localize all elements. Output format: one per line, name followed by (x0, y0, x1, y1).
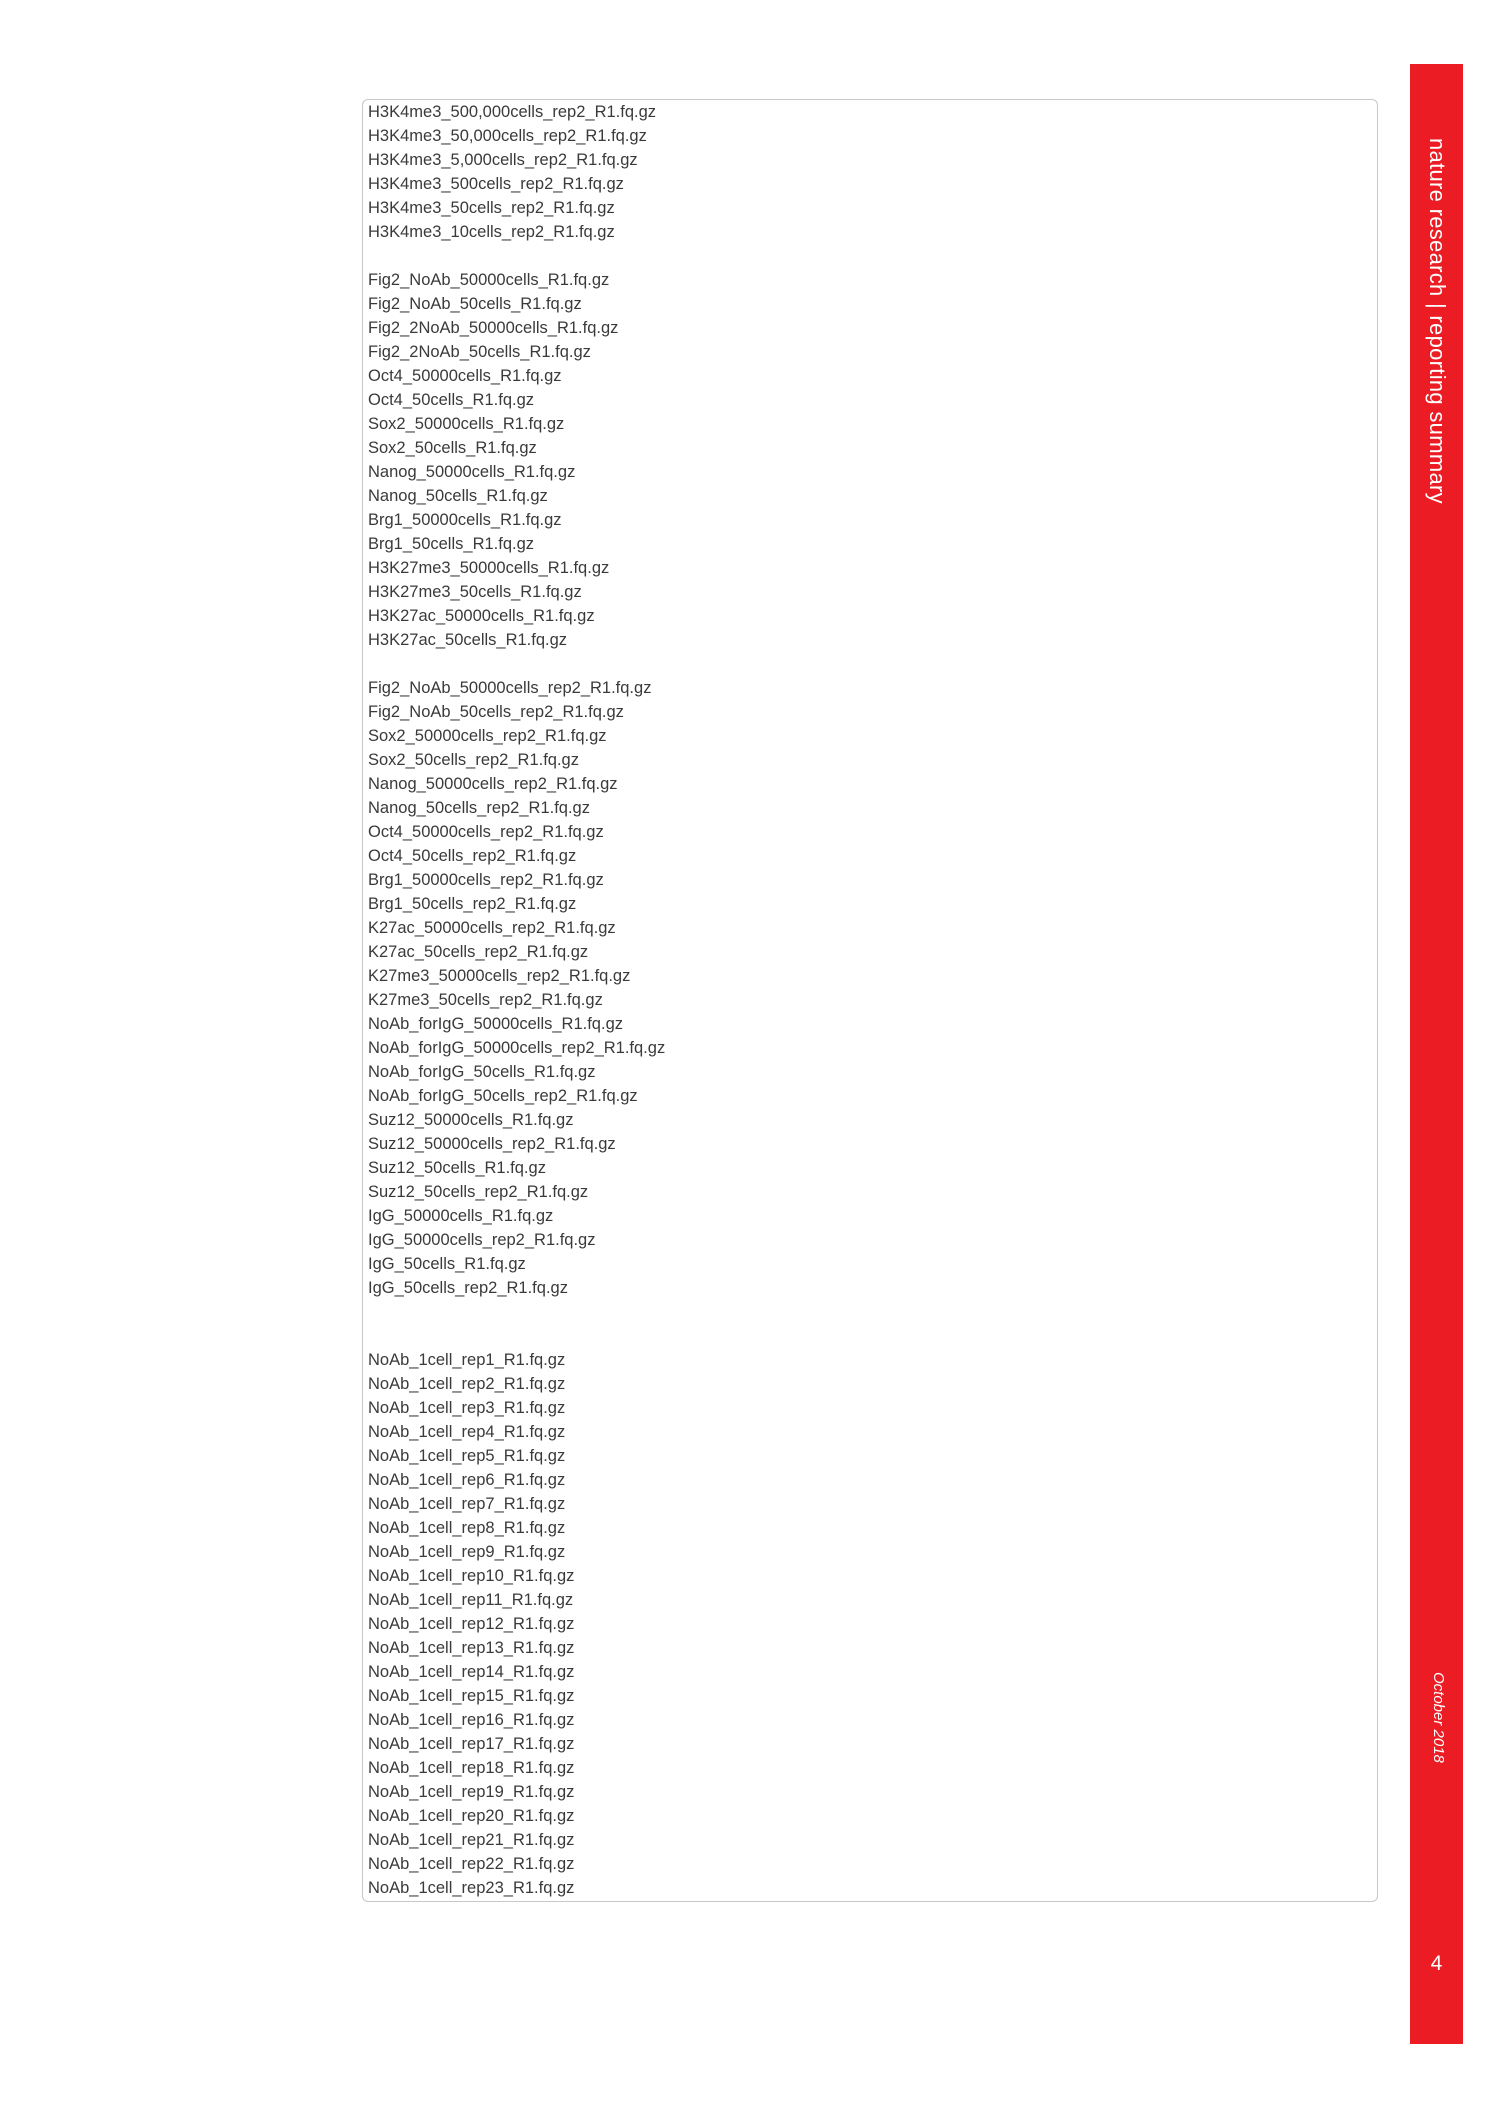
file-name-line: K27ac_50cells_rep2_R1.fq.gz (368, 943, 589, 961)
file-name-line: NoAb_1cell_rep2_R1.fq.gz (368, 1375, 566, 1393)
file-name-line: Suz12_50cells_R1.fq.gz (368, 1159, 546, 1177)
file-name-line: Fig2_2NoAb_50cells_R1.fq.gz (368, 343, 591, 361)
file-list-textbox[interactable] (362, 99, 1378, 1902)
file-name-line: H3K4me3_50cells_rep2_R1.fq.gz (368, 199, 615, 217)
file-name-line: NoAb_1cell_rep11_R1.fq.gz (368, 1591, 574, 1609)
file-name-line: IgG_50000cells_rep2_R1.fq.gz (368, 1231, 596, 1249)
file-name-line: H3K27me3_50000cells_R1.fq.gz (368, 559, 610, 577)
file-list (368, 100, 665, 1900)
file-name-line: H3K4me3_500,000cells_rep2_R1.fq.gz (368, 103, 657, 121)
file-name-line: NoAb_1cell_rep17_R1.fq.gz (368, 1735, 575, 1753)
file-name-line: IgG_50000cells_R1.fq.gz (368, 1207, 554, 1225)
file-name-line: NoAb_1cell_rep23_R1.fq.gz (368, 1879, 575, 1897)
page-number: 4 (1430, 1952, 1443, 1975)
file-name-line: NoAb_1cell_rep12_R1.fq.gz (368, 1615, 575, 1633)
file-name-line: NoAb_1cell_rep18_R1.fq.gz (368, 1759, 575, 1777)
file-name-line: K27me3_50000cells_rep2_R1.fq.gz (368, 967, 631, 985)
sidebar-title: nature research | reporting summary (1425, 138, 1450, 504)
file-name-line: Sox2_50000cells_rep2_R1.fq.gz (368, 727, 607, 745)
blank-line (368, 244, 665, 268)
file-name-line: NoAb_1cell_rep15_R1.fq.gz (368, 1687, 575, 1705)
file-name-line: Nanog_50cells_R1.fq.gz (368, 487, 548, 505)
file-name-line: NoAb_1cell_rep21_R1.fq.gz (368, 1831, 575, 1849)
file-name-line: Oct4_50cells_R1.fq.gz (368, 391, 535, 409)
file-name-line: Suz12_50000cells_rep2_R1.fq.gz (368, 1135, 616, 1153)
file-name-line: Brg1_50cells_R1.fq.gz (368, 535, 535, 553)
file-name-line: Sox2_50cells_R1.fq.gz (368, 439, 537, 457)
file-name-line: Oct4_50000cells_rep2_R1.fq.gz (368, 823, 604, 841)
file-name-line: Brg1_50000cells_R1.fq.gz (368, 511, 562, 529)
file-name-line: NoAb_1cell_rep14_R1.fq.gz (368, 1663, 575, 1681)
sidebar-date: October 2018 (1430, 1672, 1447, 1763)
file-name-line: H3K4me3_500cells_rep2_R1.fq.gz (368, 175, 624, 193)
file-name-line: NoAb_1cell_rep8_R1.fq.gz (368, 1519, 566, 1537)
blank-line (368, 1300, 665, 1324)
file-name-line: NoAb_1cell_rep19_R1.fq.gz (368, 1783, 575, 1801)
file-name-line: Fig2_2NoAb_50000cells_R1.fq.gz (368, 319, 619, 337)
file-name-line: IgG_50cells_rep2_R1.fq.gz (368, 1279, 568, 1297)
file-name-line: Sox2_50000cells_R1.fq.gz (368, 415, 565, 433)
file-name-line: NoAb_1cell_rep3_R1.fq.gz (368, 1399, 566, 1417)
file-name-line: Oct4_50000cells_R1.fq.gz (368, 367, 562, 385)
file-name-line: Fig2_NoAb_50000cells_rep2_R1.fq.gz (368, 679, 652, 697)
file-name-line: NoAb_forIgG_50cells_R1.fq.gz (368, 1063, 596, 1081)
file-name-line: NoAb_1cell_rep1_R1.fq.gz (368, 1351, 566, 1369)
file-name-line: NoAb_1cell_rep22_R1.fq.gz (368, 1855, 575, 1873)
file-name-line: H3K4me3_50,000cells_rep2_R1.fq.gz (368, 127, 647, 145)
file-name-line: NoAb_1cell_rep16_R1.fq.gz (368, 1711, 575, 1729)
file-name-line: NoAb_1cell_rep10_R1.fq.gz (368, 1567, 575, 1585)
file-name-line: NoAb_1cell_rep5_R1.fq.gz (368, 1447, 566, 1465)
file-name-line: NoAb_forIgG_50000cells_R1.fq.gz (368, 1015, 623, 1033)
file-name-line: H3K4me3_10cells_rep2_R1.fq.gz (368, 223, 615, 241)
file-name-line: NoAb_1cell_rep6_R1.fq.gz (368, 1471, 566, 1489)
file-name-line: Fig2_NoAb_50cells_R1.fq.gz (368, 295, 582, 313)
file-name-line: Sox2_50cells_rep2_R1.fq.gz (368, 751, 579, 769)
file-name-line: H3K27me3_50cells_R1.fq.gz (368, 583, 582, 601)
blank-line (368, 1324, 665, 1348)
file-name-line: NoAb_1cell_rep7_R1.fq.gz (368, 1495, 566, 1513)
file-name-line: Oct4_50cells_rep2_R1.fq.gz (368, 847, 577, 865)
file-name-line: NoAb_1cell_rep4_R1.fq.gz (368, 1423, 566, 1441)
file-name-line: Nanog_50cells_rep2_R1.fq.gz (368, 799, 590, 817)
file-name-line: H3K27ac_50cells_R1.fq.gz (368, 631, 568, 649)
file-name-line: Nanog_50000cells_R1.fq.gz (368, 463, 576, 481)
file-name-line: Suz12_50cells_rep2_R1.fq.gz (368, 1183, 589, 1201)
file-name-line: Brg1_50000cells_rep2_R1.fq.gz (368, 871, 604, 889)
file-name-line: NoAb_forIgG_50cells_rep2_R1.fq.gz (368, 1087, 638, 1105)
file-name-line: Fig2_NoAb_50000cells_R1.fq.gz (368, 271, 610, 289)
file-name-line: Nanog_50000cells_rep2_R1.fq.gz (368, 775, 618, 793)
file-name-line: NoAb_1cell_rep20_R1.fq.gz (368, 1807, 575, 1825)
file-name-line: K27ac_50000cells_rep2_R1.fq.gz (368, 919, 616, 937)
file-name-line: Fig2_NoAb_50cells_rep2_R1.fq.gz (368, 703, 624, 721)
file-name-line: H3K27ac_50000cells_R1.fq.gz (368, 607, 595, 625)
file-name-line: NoAb_1cell_rep9_R1.fq.gz (368, 1543, 566, 1561)
file-name-line: NoAb_forIgG_50000cells_rep2_R1.fq.gz (368, 1039, 666, 1057)
file-name-line: H3K4me3_5,000cells_rep2_R1.fq.gz (368, 151, 638, 169)
file-name-line: NoAb_1cell_rep13_R1.fq.gz (368, 1639, 575, 1657)
file-name-line: Brg1_50cells_rep2_R1.fq.gz (368, 895, 577, 913)
blank-line (368, 652, 665, 676)
file-name-line: K27me3_50cells_rep2_R1.fq.gz (368, 991, 603, 1009)
file-name-line: Suz12_50000cells_R1.fq.gz (368, 1111, 574, 1129)
file-name-line: IgG_50cells_R1.fq.gz (368, 1255, 526, 1273)
